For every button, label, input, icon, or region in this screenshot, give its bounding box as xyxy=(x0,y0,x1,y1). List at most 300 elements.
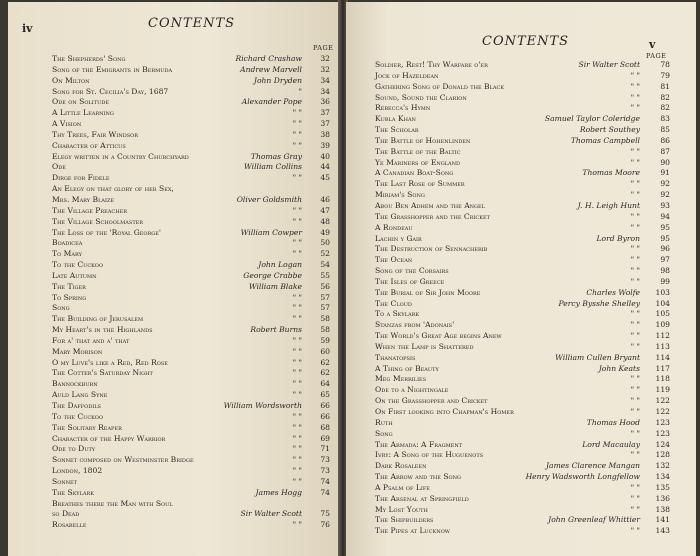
toc-entry-author: " " xyxy=(292,140,302,150)
toc-entry-author: " " xyxy=(630,385,640,395)
toc-entry-page: 96 xyxy=(660,244,670,254)
toc-entry-author: " " xyxy=(630,103,640,113)
toc-entry-title: so Dead xyxy=(52,509,80,519)
toc-entry xyxy=(52,499,330,510)
toc-entry xyxy=(375,461,670,472)
toc-entry-title: The Village Preacher xyxy=(52,205,127,215)
toc-entry-page: 119 xyxy=(655,385,670,395)
toc-entry xyxy=(375,515,670,526)
toc-entry-title: Character of the Happy Warrior xyxy=(52,433,166,443)
toc-entry-page: 34 xyxy=(320,75,330,85)
toc-entry-page: 136 xyxy=(655,493,670,503)
toc-entry-author: John Greenleaf Whittier xyxy=(548,515,640,525)
toc-entry-author: " " xyxy=(292,119,302,129)
toc-entry-author: " " xyxy=(292,379,302,389)
toc-entry xyxy=(375,472,670,483)
toc-entry-title: The Cotter's Saturday Night xyxy=(52,368,153,378)
toc-entry-page: 71 xyxy=(320,444,330,454)
toc-entry xyxy=(52,477,330,488)
toc-entry-page: 92 xyxy=(660,190,670,200)
right-toc-list xyxy=(375,60,670,537)
toc-entry-page: 40 xyxy=(320,151,330,161)
toc-entry xyxy=(375,93,670,104)
toc-entry xyxy=(52,260,330,271)
toc-entry-author: " " xyxy=(630,146,640,156)
toc-entry xyxy=(52,130,330,141)
toc-entry xyxy=(52,162,330,173)
toc-entry-title: To the Cuckoo xyxy=(52,260,103,270)
toc-entry-title: Meg Merrilies xyxy=(375,374,427,384)
toc-entry xyxy=(52,509,330,520)
toc-entry-author: " " xyxy=(630,331,640,341)
toc-entry-author: " " xyxy=(630,482,640,492)
toc-entry-page: 75 xyxy=(320,509,330,519)
toc-entry xyxy=(375,234,670,245)
toc-entry xyxy=(52,444,330,455)
toc-entry-title: Breathes there the Man with Soul xyxy=(52,498,173,508)
toc-entry-page: 92 xyxy=(660,179,670,189)
toc-entry xyxy=(52,76,330,87)
toc-entry-author: Andrew Marvell xyxy=(240,64,302,74)
toc-entry-page: 68 xyxy=(320,422,330,432)
toc-entry-author: " " xyxy=(292,335,302,345)
toc-entry-page: 82 xyxy=(660,103,670,113)
toc-entry xyxy=(52,293,330,304)
toc-entry-page: 62 xyxy=(320,368,330,378)
toc-entry-title: Ruth xyxy=(375,417,393,427)
toc-entry xyxy=(52,434,330,445)
left-page xyxy=(8,2,340,556)
right-page xyxy=(346,2,696,556)
toc-entry-page: 82 xyxy=(660,92,670,102)
toc-entry-author: " " xyxy=(292,476,302,486)
toc-entry-title: An Elegy on that glory of her Sex, xyxy=(52,184,174,194)
toc-entry xyxy=(52,466,330,477)
toc-entry-author: Robert Burns xyxy=(250,325,302,335)
toc-entry-title: The Last Rose of Summer xyxy=(375,179,465,189)
toc-entry-author: Oliver Goldsmith xyxy=(236,194,302,204)
toc-entry-title: A Rondeau xyxy=(375,222,413,232)
toc-entry-page: 128 xyxy=(655,450,670,460)
toc-entry-author: " " xyxy=(292,466,302,476)
toc-entry xyxy=(375,429,670,440)
toc-entry-title: Boadicea xyxy=(52,238,83,248)
toc-entry-author: " " xyxy=(630,244,640,254)
toc-entry-title: The Shipbuilders xyxy=(375,515,434,525)
toc-entry-author: " " xyxy=(292,173,302,183)
toc-entry-page: 138 xyxy=(655,504,670,514)
toc-entry xyxy=(52,238,330,249)
toc-entry-author: John Dryden xyxy=(253,75,302,85)
toc-entry xyxy=(52,358,330,369)
toc-entry xyxy=(52,423,330,434)
toc-entry-author: " " xyxy=(630,190,640,200)
toc-entry-author: " " xyxy=(630,266,640,276)
toc-entry-author: Thomas Gray xyxy=(250,151,302,161)
toc-entry-title: Abou Ben Adhem and the Angel xyxy=(375,200,486,210)
toc-entry-page: 62 xyxy=(320,357,330,367)
left-page-column-label: PAGE xyxy=(313,44,334,52)
toc-entry xyxy=(52,97,330,108)
toc-entry-author: " " xyxy=(630,309,640,319)
toc-entry xyxy=(375,266,670,277)
toc-entry xyxy=(52,520,330,531)
right-page-header: CONTENTS xyxy=(482,34,570,49)
toc-entry xyxy=(52,206,330,217)
toc-entry-title: The Solitary Reaper xyxy=(52,422,122,432)
toc-entry-page: 97 xyxy=(660,255,670,265)
toc-entry xyxy=(375,483,670,494)
toc-entry xyxy=(375,223,670,234)
toc-entry-title: Ivry: A Song of the Huguenots xyxy=(375,450,484,460)
toc-entry-title: My Heart's in the Highlands xyxy=(52,325,153,335)
toc-entry-author: " " xyxy=(630,255,640,265)
toc-entry-page: 122 xyxy=(655,396,670,406)
toc-entry xyxy=(52,488,330,499)
toc-entry xyxy=(375,342,670,353)
toc-entry xyxy=(375,212,670,223)
toc-entry-title: Jock of Hazeldean xyxy=(375,70,439,80)
toc-entry-title: The Daffodils xyxy=(52,401,101,410)
toc-entry-title: Elegy written in a Country Churchyard xyxy=(52,151,189,161)
toc-entry-title: Ode to Duty xyxy=(52,444,96,454)
toc-entry-title: The World's Great Age begins Anew xyxy=(375,331,502,341)
toc-entry-page: 45 xyxy=(320,173,330,183)
toc-entry-title: Soldier, Rest! Thy Warfare o'er xyxy=(375,60,488,69)
toc-entry-author: Samuel Taylor Coleridge xyxy=(544,114,640,124)
toc-entry-page: 85 xyxy=(660,125,670,135)
toc-entry-page: 57 xyxy=(320,292,330,302)
toc-entry-author: John Logan xyxy=(258,260,302,270)
toc-entry xyxy=(52,87,330,98)
toc-entry-title: Bannockburn xyxy=(52,379,98,389)
toc-entry-page: 57 xyxy=(320,303,330,313)
toc-entry-author: John Keats xyxy=(598,363,640,373)
toc-entry xyxy=(52,336,330,347)
toc-entry-title: Ode on Solitude xyxy=(52,97,109,107)
toc-entry xyxy=(52,173,330,184)
toc-entry-author: William Cowper xyxy=(240,227,302,237)
toc-entry-title: The Grasshopper and the Cricket xyxy=(375,211,490,221)
toc-entry-author: " " xyxy=(630,428,640,438)
toc-entry xyxy=(52,282,330,293)
toc-entry-title: Lachin y Gair xyxy=(375,233,422,243)
toc-entry-title: Late Autumn xyxy=(52,270,97,280)
toc-entry-title: London, 1802 xyxy=(52,466,103,476)
toc-entry-author: " " xyxy=(630,504,640,514)
toc-entry-title: The Pipes at Lucknow xyxy=(375,526,450,536)
toc-entry xyxy=(375,353,670,364)
toc-entry-author: " " xyxy=(292,520,302,530)
toc-entry xyxy=(375,277,670,288)
toc-entry xyxy=(52,249,330,260)
left-page-header: CONTENTS xyxy=(148,16,236,31)
toc-entry-author: " xyxy=(298,86,302,96)
toc-entry-author: " " xyxy=(630,493,640,503)
toc-entry-author: " " xyxy=(292,108,302,118)
toc-entry-author: George Crabbe xyxy=(243,270,302,280)
toc-entry xyxy=(52,347,330,358)
toc-entry-page: 58 xyxy=(320,314,330,324)
toc-entry xyxy=(375,147,670,158)
toc-entry-page: 94 xyxy=(660,211,670,221)
toc-entry-author: William Cullen Bryant xyxy=(555,352,640,362)
toc-entry-page: 117 xyxy=(655,363,670,373)
toc-entry-author: " " xyxy=(292,433,302,443)
toc-entry xyxy=(375,418,670,429)
toc-entry-title: The Loss of the 'Royal George' xyxy=(52,227,162,237)
toc-entry xyxy=(375,103,670,114)
toc-entry-title: Mrs. Mary Blaize xyxy=(52,194,115,204)
toc-entry-title: When the Lamp is Shattered xyxy=(375,341,474,351)
toc-entry-author: " " xyxy=(630,81,640,91)
toc-entry xyxy=(52,65,330,76)
toc-entry-page: 118 xyxy=(655,374,670,384)
toc-entry xyxy=(375,364,670,375)
toc-entry-author: " " xyxy=(292,238,302,248)
toc-entry-page: 55 xyxy=(320,270,330,280)
toc-entry-page: 52 xyxy=(320,249,330,259)
right-page-number: v xyxy=(649,38,656,51)
toc-entry-page: 87 xyxy=(660,146,670,156)
toc-entry-page: 135 xyxy=(655,482,670,492)
toc-entry xyxy=(375,320,670,331)
toc-entry-author: Henry Wadsworth Longfellow xyxy=(525,472,640,482)
toc-entry xyxy=(375,71,670,82)
toc-entry-author: " " xyxy=(630,276,640,286)
toc-entry xyxy=(375,168,670,179)
toc-entry xyxy=(375,125,670,136)
toc-entry xyxy=(375,136,670,147)
toc-entry-author: " " xyxy=(292,303,302,313)
toc-entry-author: " " xyxy=(292,444,302,454)
toc-entry-title: The Scholar xyxy=(375,125,419,135)
toc-entry-page: 49 xyxy=(320,227,330,237)
left-toc-list xyxy=(52,54,330,531)
toc-entry-page: 104 xyxy=(655,298,670,308)
toc-entry-page: 86 xyxy=(660,135,670,145)
toc-entry-title: On First looking into Chapman's Homer xyxy=(375,407,514,416)
toc-entry xyxy=(52,401,330,412)
toc-entry-page: 124 xyxy=(655,439,670,449)
toc-entry-page: 36 xyxy=(320,97,330,107)
toc-entry-page: 39 xyxy=(320,140,330,150)
toc-entry-page: 122 xyxy=(655,407,670,416)
toc-entry-author: Lord Macaulay xyxy=(582,439,640,449)
toc-entry xyxy=(375,450,670,461)
toc-entry-title: Mary Morison xyxy=(52,346,103,356)
toc-entry xyxy=(375,244,670,255)
toc-entry-title: The Village Schoolmaster xyxy=(52,216,144,226)
toc-entry-title: The Burial of Sir John Moore xyxy=(375,287,481,297)
toc-entry xyxy=(375,299,670,310)
toc-entry xyxy=(52,54,330,65)
toc-entry-author: " " xyxy=(292,368,302,378)
toc-entry-author: Charles Wolfe xyxy=(586,287,640,297)
toc-entry-page: 81 xyxy=(660,81,670,91)
toc-entry-page: 74 xyxy=(320,476,330,486)
toc-entry xyxy=(52,412,330,423)
toc-entry-page: 32 xyxy=(320,54,330,63)
toc-entry-page: 95 xyxy=(660,222,670,232)
toc-entry xyxy=(52,108,330,119)
toc-entry-page: 56 xyxy=(320,281,330,291)
toc-entry-page: 141 xyxy=(655,515,670,525)
toc-entry-page: 37 xyxy=(320,119,330,129)
toc-entry-page: 48 xyxy=(320,216,330,226)
toc-entry-title: The Armada: A Fragment xyxy=(375,439,463,449)
toc-entry-author: " " xyxy=(630,341,640,351)
toc-entry-title: Sonnet composed on Westminster Bridge xyxy=(52,455,194,465)
toc-entry-page: 79 xyxy=(660,70,670,80)
toc-entry-title: Character of Atticus xyxy=(52,140,126,150)
toc-entry xyxy=(375,505,670,516)
toc-entry-author: Richard Crashaw xyxy=(235,54,302,63)
toc-entry-page: 91 xyxy=(660,168,670,178)
toc-entry-author: Sir Walter Scott xyxy=(578,60,640,69)
toc-entry-title: A Psalm of Life xyxy=(375,482,431,492)
toc-entry-author: " " xyxy=(630,157,640,167)
toc-entry xyxy=(52,325,330,336)
toc-entry-page: 73 xyxy=(320,466,330,476)
toc-entry-page: 34 xyxy=(320,86,330,96)
toc-entry xyxy=(52,271,330,282)
toc-entry-author: " " xyxy=(630,179,640,189)
toc-entry xyxy=(375,158,670,169)
toc-entry-author: James Clarence Mangan xyxy=(546,461,640,471)
toc-entry xyxy=(375,440,670,451)
toc-entry-author: " " xyxy=(630,450,640,460)
toc-entry-title: The Arrow and the Song xyxy=(375,472,461,482)
toc-entry xyxy=(375,201,670,212)
toc-entry xyxy=(52,390,330,401)
toc-entry-author: William Blake xyxy=(248,281,302,291)
toc-entry xyxy=(52,314,330,325)
toc-entry-title: On the Grasshopper and Cricket xyxy=(375,396,488,406)
toc-entry-page: 47 xyxy=(320,205,330,215)
toc-entry-title: A Thing of Beauty xyxy=(375,363,439,373)
toc-entry-page: 78 xyxy=(660,60,670,69)
toc-entry xyxy=(52,195,330,206)
toc-entry xyxy=(52,152,330,163)
toc-entry-page: 46 xyxy=(320,194,330,204)
toc-entry-page: 32 xyxy=(320,64,330,74)
toc-entry xyxy=(52,141,330,152)
toc-entry-title: Auld Lang Syne xyxy=(52,390,108,400)
toc-entry-title: To the Cuckoo xyxy=(52,411,103,421)
toc-entry-page: 134 xyxy=(655,472,670,482)
toc-entry-author: " " xyxy=(630,374,640,384)
right-page-column-label: PAGE xyxy=(646,52,667,60)
toc-entry-title: Sound, Sound the Clarion xyxy=(375,92,467,102)
toc-entry-page: 74 xyxy=(320,487,330,497)
left-page-number: iv xyxy=(22,22,33,35)
toc-entry-page: 83 xyxy=(660,114,670,124)
toc-entry-title: Song xyxy=(52,303,70,313)
toc-entry-author: " " xyxy=(630,320,640,330)
toc-entry-page: 99 xyxy=(660,276,670,286)
toc-entry-page: 50 xyxy=(320,238,330,248)
toc-entry-title: The Battle of Hohenlinden xyxy=(375,135,471,145)
toc-entry-author: " " xyxy=(292,357,302,367)
toc-entry-title: Rebecca's Hymn xyxy=(375,103,431,113)
toc-entry-title: Dark Rosaleen xyxy=(375,461,427,471)
toc-entry-page: 73 xyxy=(320,455,330,465)
toc-entry-page: 65 xyxy=(320,390,330,400)
toc-entry-author: Sir Walter Scott xyxy=(240,509,302,519)
toc-entry-author: " " xyxy=(630,211,640,221)
toc-entry-page: 123 xyxy=(655,428,670,438)
toc-entry xyxy=(375,385,670,396)
toc-entry-title: Gathering Song of Donald the Black xyxy=(375,81,505,91)
toc-entry-title: Miriam's Song xyxy=(375,190,425,200)
toc-entry-page: 76 xyxy=(320,520,330,530)
toc-entry xyxy=(375,255,670,266)
toc-entry-page: 60 xyxy=(320,346,330,356)
toc-entry-page: 114 xyxy=(655,352,670,362)
toc-entry-page: 143 xyxy=(655,526,670,536)
toc-entry xyxy=(52,379,330,390)
toc-entry-title: Ye Mariners of England xyxy=(375,157,461,167)
toc-entry-title: The Battle of the Baltic xyxy=(375,146,461,156)
toc-entry xyxy=(52,217,330,228)
toc-entry-page: 109 xyxy=(655,320,670,330)
toc-entry xyxy=(375,114,670,125)
toc-entry-title: O my Luve's like a Red, Red Rose xyxy=(52,357,168,367)
toc-entry-page: 103 xyxy=(655,287,670,297)
toc-entry-page: 64 xyxy=(320,379,330,389)
toc-entry-author: " " xyxy=(630,396,640,406)
toc-entry-title: Kubla Khan xyxy=(375,114,416,124)
toc-entry xyxy=(375,396,670,407)
toc-entry-author: J. H. Leigh Hunt xyxy=(577,200,640,210)
toc-entry-title: The Isles of Greece xyxy=(375,276,445,286)
toc-entry-author: William Collins xyxy=(244,162,302,172)
toc-entry-author: " " xyxy=(630,92,640,102)
toc-entry-title: Song for St. Cecilia's Day, 1687 xyxy=(52,86,169,96)
toc-entry-title: Song xyxy=(375,428,393,438)
toc-entry-title: The Destruction of Sennacherib xyxy=(375,244,488,254)
toc-entry-title: Thy Trees, Fair Windsor xyxy=(52,129,139,139)
toc-entry-author: " " xyxy=(292,314,302,324)
toc-entry-title: The Arsenal at Springfield xyxy=(375,493,469,503)
toc-entry-page: 66 xyxy=(320,411,330,421)
toc-entry-author: " " xyxy=(292,249,302,259)
toc-entry-author: " " xyxy=(292,411,302,421)
toc-entry-author: Percy Bysshe Shelley xyxy=(558,298,640,308)
toc-entry-author: " " xyxy=(292,205,302,215)
toc-entry-author: " " xyxy=(630,70,640,80)
toc-entry-author: " " xyxy=(292,390,302,400)
toc-entry xyxy=(375,331,670,342)
toc-entry-title: To Spring xyxy=(52,292,87,302)
toc-entry-page: 66 xyxy=(320,401,330,410)
toc-entry-author: " " xyxy=(292,129,302,139)
toc-entry xyxy=(375,374,670,385)
toc-entry-page: 58 xyxy=(320,325,330,335)
toc-entry-page: 38 xyxy=(320,129,330,139)
toc-entry-title: Thanatopsis xyxy=(375,352,416,362)
toc-entry-title: A Vision xyxy=(52,119,82,129)
toc-entry xyxy=(375,526,670,537)
toc-entry-page: 132 xyxy=(655,461,670,471)
toc-entry-title: Sonnet xyxy=(52,476,78,486)
toc-entry-page: 93 xyxy=(660,200,670,210)
toc-entry-author: " " xyxy=(292,346,302,356)
toc-entry xyxy=(52,228,330,239)
toc-entry-author: " " xyxy=(292,422,302,432)
toc-entry-title: Song of the Corsairs xyxy=(375,266,449,276)
